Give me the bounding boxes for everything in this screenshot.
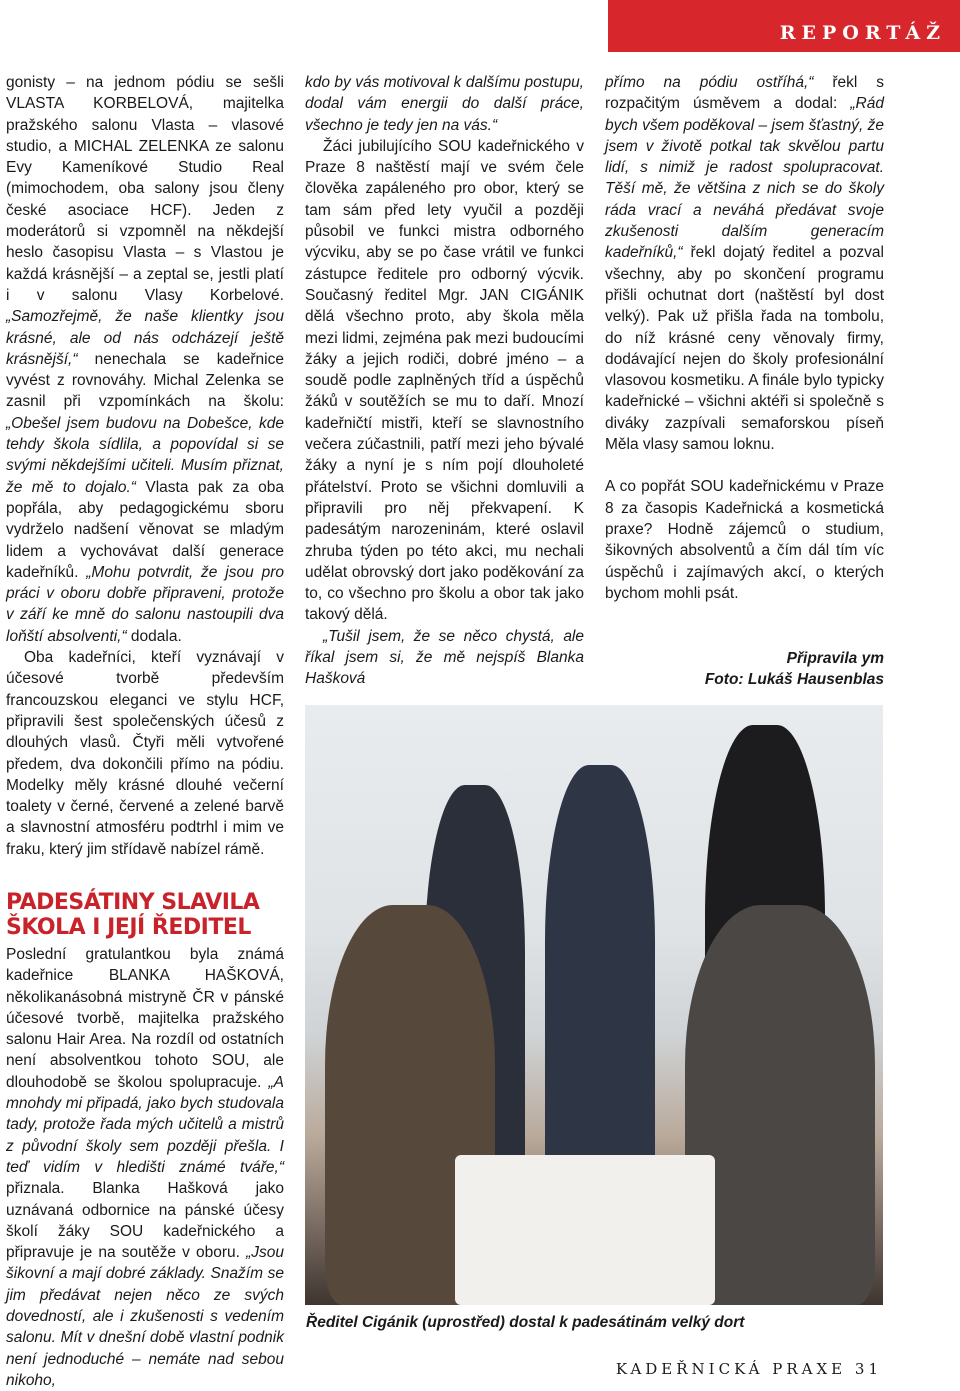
section-label: REPORTÁŽ <box>779 22 946 44</box>
col3-paragraph-2: A co popřát SOU kadeřnickému v Praze 8 za časopis Kadeřnická a kosmetická praxe? Hodně zájemců o studium, šikovných absolventů a čím dál tím víc úspěchů i zajímavých akcí, o kterých bychom mohli psát. <box>605 478 884 602</box>
col2-quote-2: „Tušil jsem, že se něco chystá, ale říkal jsem si, že mě nejspíš Blanka Hašková <box>305 627 584 688</box>
author-credit: Připravila ym Foto: Lukáš Hausenblas <box>704 650 884 689</box>
photo-caption: Ředitel Cigánik (uprostřed) dostal k padesátinám velký dort <box>306 1314 745 1331</box>
cake <box>455 1155 715 1305</box>
column-3 <box>605 72 884 691</box>
page-number: 31 <box>854 1360 882 1378</box>
page-footer: KADEŘNICKÁ PRAXE 31 <box>615 1360 882 1378</box>
column-2 <box>305 72 584 690</box>
column-1 <box>6 72 284 1391</box>
col3-paragraph-1: přímo na pódiu ostříhá,“ řekl s rozpačitým úsměvem a dodal: „Rád bych všem poděkoval – jsem šťastný, že jsem v životě potkal tak skvělou partu lidí, s nimiž je radost spolupracovat. Těší mě, že většina z nich se do školy ráda vrací a neváhá předávat svoje zkušenosti dalším generacím kadeřníků,“ řekl dojatý ředitel a pozval všechny, aby po skončení programu přišli ochutnat dort (naštěstí byl dost velký). Pak už přišla řada na tombolu, do níž krásné ceny věnovaly firmy, dodávající nejen do školy profesionální vlasovou kosmetiku. A finále bylo typicky kadeřnické – všichni aktéři si společně s diváky zazpívali semaforskou píseň Měla vlasy samou loknu. <box>605 74 884 454</box>
person-center <box>545 765 655 1205</box>
section-tab <box>608 0 960 52</box>
col2-paragraph-1: Žáci jubilujícího SOU kadeřnického v Praze 8 naštěstí mají ve svém čele člověka zapáleného pro obor, který se tam sám před lety vyučil a později působil ve funkci mistra odborného výcviku, aby se po čase vrátil ve funkci zástupce ředitele pro odborný výcvik. Současný ředitel Mgr. JAN CIGÁNIK dělá všechno proto, aby škola měla mezi lidmi, zejména pak mezi budoucími žáky a jejich rodiči, dobré jméno – a soudě podle zaplněných tříd a úspěchů žáků v soutěžích se mu to daří. Mnozí kadeřničtí mistři, kteří se slavnostního večera zúčastnili, patří mezi jeho bývalé žáky a nyní je s ním pojí dlouholeté přátelství. Proto se všichni domluvili a připravili pro něj překvapení. K padesátým narozeninám, které oslavil zhruba týden po této akci, mu nechali udělat obrovský dort jako poděkování za to, co všechno pro školu a obor tak jako takový dělá. <box>305 137 584 624</box>
col1-paragraph-1: gonisty – na jednom pódiu se sešli VLASTA KORBELOVÁ, majitelka pražského salonu Vlasta – vlasové studio, a MICHAL ZELENKA ze salonu Evy Kameníkové Studio Real (mimochodem, oba salony jsou členy české asociace HCF). Jeden z moderátorů si vzpomněl na někdejší heslo časopisu Vlasta – s Vlastou je každá krásnější – a zeptal se, jestli platí i v salonu Vlasy Korbelové. „Samozřejmě, že naše klientky jsou krásné, ale od nás odcházejí ještě krásnější,“ nenechala se kadeřnice vyvést z rovnováhy. Michal Zelenka se zasnil při vzpomínkách na školu: „Obešel jsem budovu na Dobešce, kde tehdy škola sídlila, a popovídal si se svými někdejšími učiteli. Musím přiznat, že mě to dojalo.“ Vlasta pak za oba popřála, aby pedagogickému sboru vydrželo nadšení věnovat se mladým lidem a vychovávat další generace kadeřníků. „Mohu potvrdit, že jsou pro práci v oboru dobře připraveni, protože v září ke mně do salonu nastoupili dva loňští absolventi,“ dodala. <box>6 74 284 645</box>
event-photo <box>305 705 883 1305</box>
col1-paragraph-3: Poslední gratulantkou byla známá kadeřnice BLANKA HAŠKOVÁ, několikanásobná mistryně ČR v pánské účesové tvorbě, majitelka pražského salonu Hair Area. Na rozdíl od ostatních není absolventkou tohoto SOU, ale dlouhodobě se školou spolupracuje. „A mnohdy mi připadá, jako bych studovala tady, protože řada mých učitelů a mistrů z původní školy sem později přešla. I teď vidím v hledišti známé tváře,“ přiznala. Blanka Hašková jako uznávaná odbornice na pánské účesy školí žáky SOU kadeřnického a připravuje je na soutěže v oboru. „Jsou šikovní a mají dobré základy. Snažím se jim předávat nejen něco ze svých dovedností, ale i zkušenosti s vedením salonu. Mít v dnešní době vlastní podnik není jednoduché – nemáte nad sebou nikoho, <box>6 945 284 1389</box>
subheading: PADESÁTINY SLAVILA ŠKOLA I JEJÍ ŘEDITEL <box>6 889 260 940</box>
col2-quote-1: kdo by vás motivoval k dalšímu postupu, dodal vám energii do další práce, všechno je tedy jen na vás.“ <box>305 74 584 134</box>
col1-paragraph-2: Oba kadeřníci, kteří vyznávají v účesové tvorbě především francouzskou eleganci ve stylu HCF, připravili šest společenských účesů z dlouhých vlasů. Čtyři měli vytvořené předem, dva dokončili přímo na pódiu. Modelky měly krásné dlouhé večerní toalety v černé, červené a zelené barvě a slavnostní atmosféru podtrhl i mim ve fraku, který jim střídavě nabízel rámě. <box>6 649 284 858</box>
